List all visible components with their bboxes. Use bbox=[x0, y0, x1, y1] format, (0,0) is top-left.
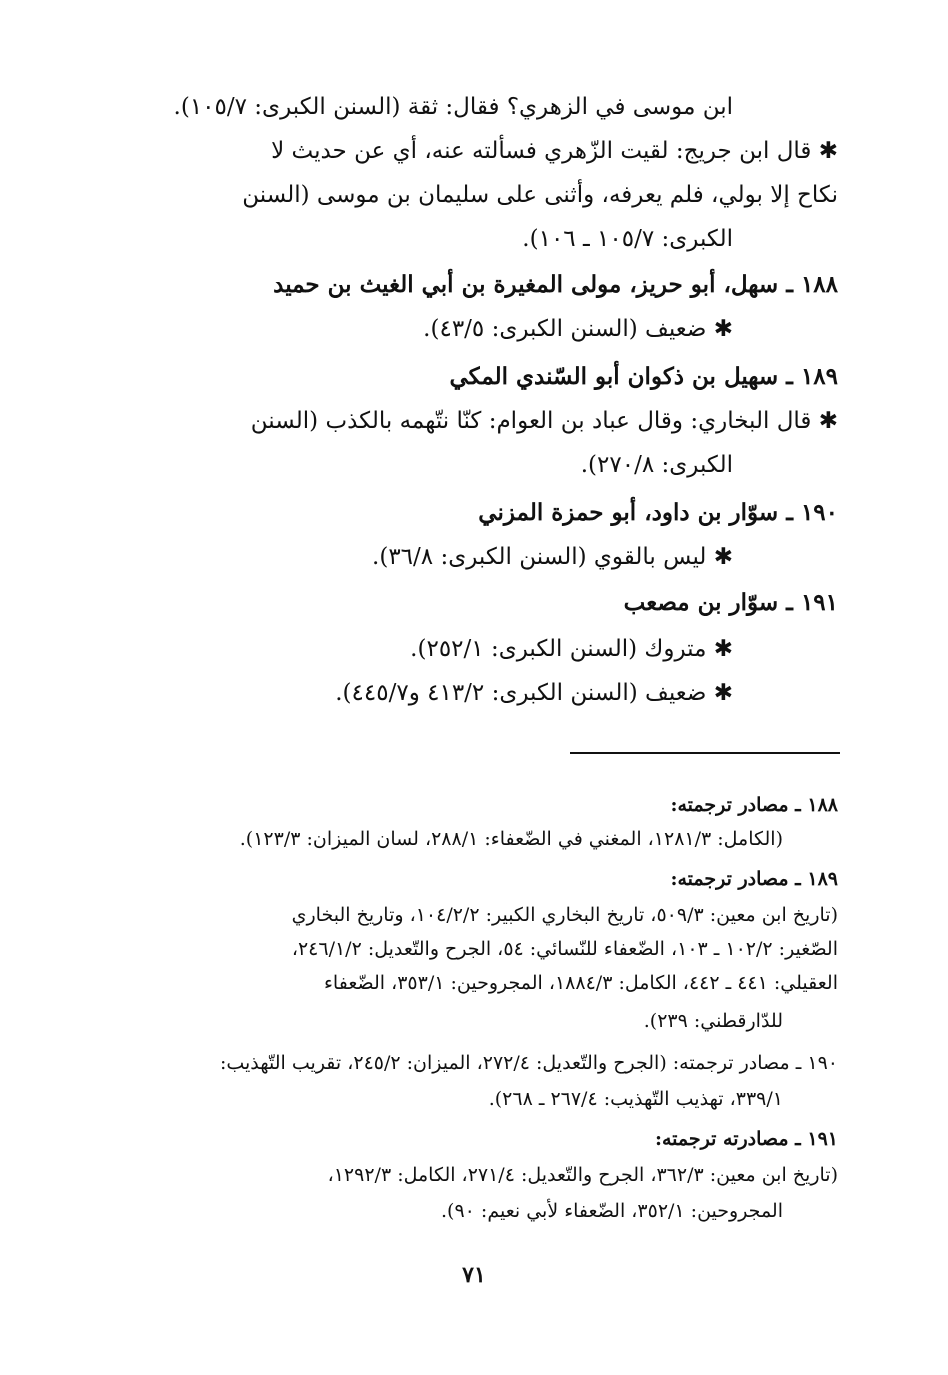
footnote-line: الصّغير: ١٠٢/٢ ـ ١٠٣، الضّعفاء للنّسائي: ٥٤، الجرح والتّعديل: ٢٤٦/١/٢، bbox=[291, 938, 838, 960]
text-line: ابن موسى في الزهري؟ فقال: ثقة (السنن الكبرى: ١٠٥/٧). bbox=[173, 94, 733, 120]
entry-heading-190: ١٩٠ ـ سوّار بن داود، أبو حمزة المزني bbox=[478, 499, 838, 526]
text-line: ✱ قال البخاري: وقال عباد بن العوام: كنّا نتّهمه بالكذب (السنن bbox=[250, 408, 838, 434]
footnote-line: المجروحين: ٣٥٢/١، الضّعفاء لأبي نعيم: ٩٠). bbox=[441, 1200, 783, 1222]
footnote-line: (تاريخ ابن معين: ٥٠٩/٣، تاريخ البخاري الكبير: ١٠٤/٢/٢، وتاريخ البخاري bbox=[291, 904, 838, 926]
text-line: الكبرى: ٢٧٠/٨). bbox=[580, 452, 733, 478]
entry-heading-189: ١٨٩ ـ سهيل بن ذكوان أبو السّندي المكي bbox=[449, 363, 838, 390]
footnote-line: العقيلي: ٤٤١ ـ ٤٤٢، الكامل: ١٨٨٤/٣، المجروحين: ٣٥٣/١، الضّعفاء bbox=[323, 972, 838, 994]
text-line: ✱ ضعيف (السنن الكبرى: ٤٣/٥). bbox=[423, 316, 733, 342]
footnote-heading-188: ١٨٨ ـ مصادر ترجمته: bbox=[670, 794, 838, 816]
page-number: ٧١ bbox=[462, 1262, 486, 1288]
footnote-line: للدّارقطني: ٢٣٩). bbox=[643, 1010, 783, 1032]
footnote-divider bbox=[570, 752, 840, 754]
footnote-line: (تاريخ ابن معين: ٣٦٢/٣، الجرح والتّعديل: ٢٧١/٤، الكامل: ١٢٩٢/٣، bbox=[327, 1164, 838, 1186]
entry-heading-191: ١٩١ ـ سوّار بن مصعب bbox=[623, 589, 838, 616]
footnote-heading-191: ١٩١ ـ مصادرته ترجمته: bbox=[654, 1128, 838, 1150]
footnote-line: (الكامل: ١٢٨١/٣، المغني في الضّعفاء: ٢٨٨/١، لسان الميزان: ١٢٣/٣). bbox=[239, 828, 783, 850]
entry-heading-188: ١٨٨ ـ سهل، أبو حريز، مولى المغيرة بن أبي الغيث بن حميد bbox=[273, 271, 838, 298]
text-line: الكبرى: ١٠٥/٧ ـ ١٠٦). bbox=[522, 226, 733, 252]
footnote-heading-190: ١٩٠ ـ مصادر ترجمته: (الجرح والتّعديل: ٢٧٢/٤، الميزان: ٢٤٥/٢، تقريب التّهذيب: bbox=[219, 1052, 838, 1074]
footnote-line: ٣٣٩/١، تهذيب التّهذيب: ٢٦٧/٤ ـ ٢٦٨). bbox=[488, 1088, 783, 1110]
text-line: ✱ متروك (السنن الكبرى: ٢٥٢/١). bbox=[410, 636, 733, 662]
text-line: ✱ قال ابن جريج: لقيت الزّهري فسألته عنه، أي عن حديث لا bbox=[271, 138, 838, 164]
footnote-heading-189: ١٨٩ ـ مصادر ترجمته: bbox=[670, 868, 838, 890]
text-line: نكاح إلا بولي، فلم يعرفه، وأثنى على سليمان بن موسى (السنن bbox=[242, 182, 838, 208]
text-line: ✱ ضعيف (السنن الكبرى: ٤١٣/٢ و٤٤٥/٧). bbox=[335, 680, 733, 706]
text-line: ✱ ليس بالقوي (السنن الكبرى: ٣٦/٨). bbox=[372, 544, 733, 570]
